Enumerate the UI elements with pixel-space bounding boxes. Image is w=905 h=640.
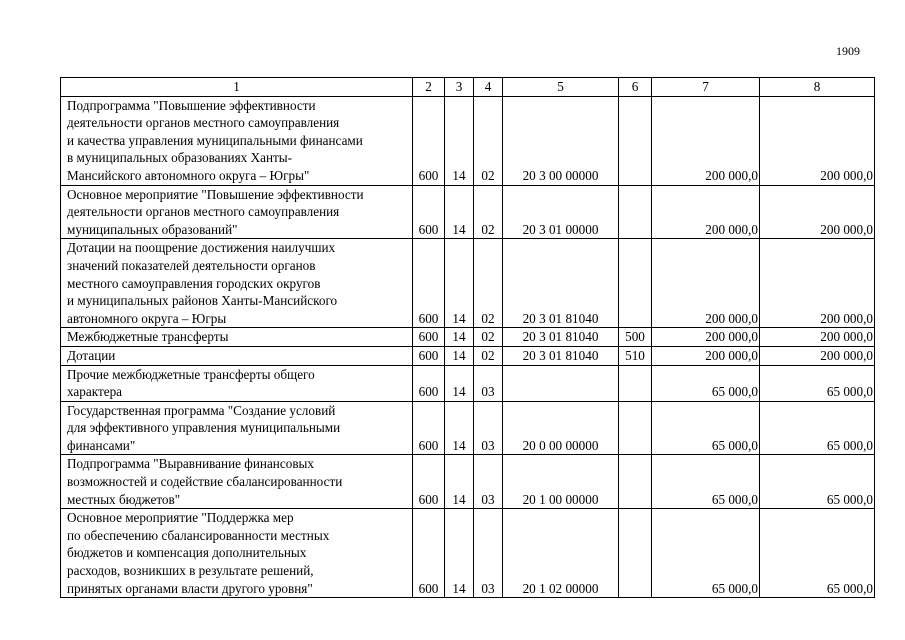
section-code-cell: 14 [445,401,474,455]
expense-type-cell [619,185,652,239]
amount-cell: 65 000,0 [760,509,875,598]
table-row [61,185,875,239]
ministry-code-cell: 600 [413,185,445,239]
row-name-cell: Прочие межбюджетные трансферты общего характера [61,365,413,401]
header-cell: 8 [760,78,875,97]
section-code-cell: 14 [445,185,474,239]
amount-cell: 65 000,0 [760,455,875,509]
amount-cell: 200 000,0 [760,96,875,185]
amount-cell: 200 000,0 [652,346,760,365]
expense-type-cell: 510 [619,346,652,365]
ministry-code-cell: 600 [413,365,445,401]
subsection-code-cell: 02 [474,328,503,347]
header-cell: 4 [474,78,503,97]
ministry-code-cell: 600 [413,346,445,365]
header-cell: 7 [652,78,760,97]
table-row [61,239,875,328]
amount-cell: 65 000,0 [760,365,875,401]
amount-cell: 65 000,0 [760,401,875,455]
header-row [61,78,875,97]
row-name-cell: Дотации [61,346,413,365]
section-code-cell: 14 [445,96,474,185]
subsection-code-cell: 02 [474,185,503,239]
amount-cell: 200 000,0 [760,239,875,328]
row-name-cell: Дотации на поощрение достижения наилучших значений показателей деятельности органов местного самоуправления городских округов и муниципальных районов Ханты-Мансийского автономного округа – Югры [61,239,413,328]
subsection-code-cell: 03 [474,365,503,401]
target-article-cell: 20 1 02 00000 [503,509,619,598]
header-cell: 5 [503,78,619,97]
expense-type-cell [619,455,652,509]
table-row [61,328,875,347]
amount-cell: 65 000,0 [652,365,760,401]
amount-cell: 200 000,0 [652,239,760,328]
row-name-cell: Основное мероприятие "Повышение эффективности деятельности органов местного самоуправления муниципальных образований" [61,185,413,239]
amount-cell: 200 000,0 [760,346,875,365]
section-code-cell: 14 [445,509,474,598]
target-article-cell: 20 3 01 81040 [503,328,619,347]
target-article-cell: 20 3 01 00000 [503,185,619,239]
expense-type-cell [619,401,652,455]
expense-type-cell: 500 [619,328,652,347]
ministry-code-cell: 600 [413,455,445,509]
expense-type-cell [619,96,652,185]
row-name-cell: Подпрограмма "Повышение эффективности деятельности органов местного самоуправления и качества управления муниципальными финансами в муниципальных образованиях Ханты- Мансийского автономного округа – Югры" [61,96,413,185]
subsection-code-cell: 02 [474,96,503,185]
header-cell: 1 [61,78,413,97]
ministry-code-cell: 600 [413,96,445,185]
table-row [61,96,875,185]
target-article-cell: 20 0 00 00000 [503,401,619,455]
amount-cell: 65 000,0 [652,455,760,509]
table-row [61,401,875,455]
section-code-cell: 14 [445,455,474,509]
target-article-cell: 20 3 01 81040 [503,346,619,365]
ministry-code-cell: 600 [413,401,445,455]
amount-cell: 200 000,0 [652,185,760,239]
subsection-code-cell: 02 [474,239,503,328]
amount-cell: 200 000,0 [760,328,875,347]
target-article-cell: 20 1 00 00000 [503,455,619,509]
amount-cell: 65 000,0 [652,509,760,598]
section-code-cell: 14 [445,365,474,401]
ministry-code-cell: 600 [413,328,445,347]
page-number: 1909 [836,44,860,58]
table-row [61,509,875,598]
target-article-cell [503,365,619,401]
amount-cell: 65 000,0 [652,401,760,455]
amount-cell: 200 000,0 [760,185,875,239]
table-row [61,365,875,401]
row-name-cell: Государственная программа "Создание условий для эффективного управления муниципальными финансами" [61,401,413,455]
amount-cell: 200 000,0 [652,328,760,347]
row-name-cell: Межбюджетные трансферты [61,328,413,347]
header-cell: 6 [619,78,652,97]
row-name-cell: Основное мероприятие "Поддержка мер по обеспечению сбалансированности местных бюджетов и компенсация дополнительных расходов, возникших в результате решений, принятых органами власти другого уровня" [61,509,413,598]
ministry-code-cell: 600 [413,239,445,328]
table-row [61,346,875,365]
ministry-code-cell: 600 [413,509,445,598]
section-code-cell: 14 [445,328,474,347]
header-cell: 3 [445,78,474,97]
amount-cell: 200 000,0 [652,96,760,185]
target-article-cell: 20 3 01 81040 [503,239,619,328]
budget-table [60,77,875,598]
table-row [61,455,875,509]
header-cell: 2 [413,78,445,97]
expense-type-cell [619,239,652,328]
section-code-cell: 14 [445,346,474,365]
expense-type-cell [619,509,652,598]
subsection-code-cell: 03 [474,401,503,455]
subsection-code-cell: 02 [474,346,503,365]
section-code-cell: 14 [445,239,474,328]
subsection-code-cell: 03 [474,455,503,509]
target-article-cell: 20 3 00 00000 [503,96,619,185]
row-name-cell: Подпрограмма "Выравнивание финансовых возможностей и содействие сбалансированности местных бюджетов" [61,455,413,509]
expense-type-cell [619,365,652,401]
subsection-code-cell: 03 [474,509,503,598]
